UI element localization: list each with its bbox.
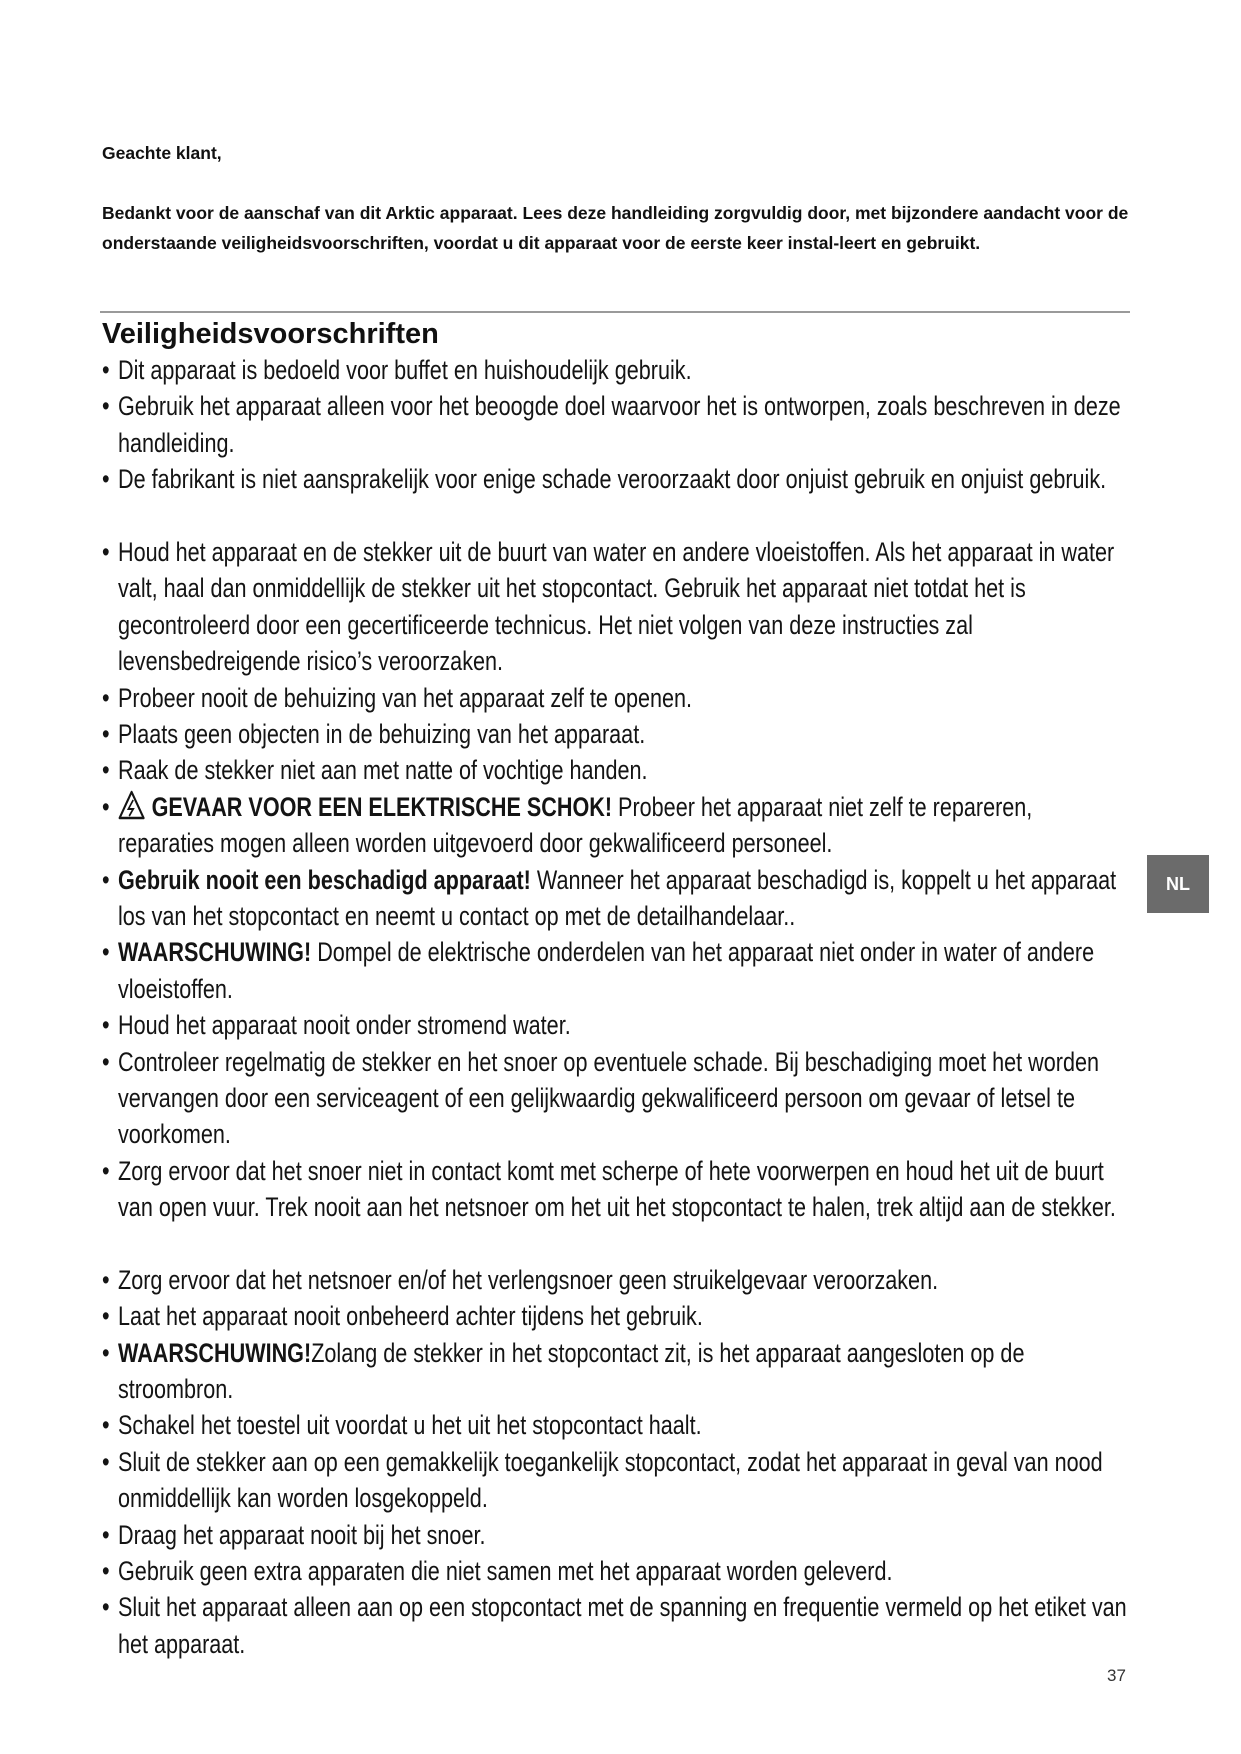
bullet: • <box>102 1556 110 1587</box>
safety-item: • Gebruik geen extra apparaten die niet samen met het apparaat worden geleverd. <box>102 1553 1150 1589</box>
safety-list <box>102 352 1150 1662</box>
bullet: • <box>102 1155 110 1186</box>
safety-item: • Schakel het toestel uit voordat u het uit het stopcontact haalt. <box>102 1407 1150 1443</box>
safety-item: • Plaats geen objecten in de behuizing van het apparaat. <box>102 716 1150 752</box>
safety-item: • Sluit het apparaat alleen aan op een stopcontact met de spanning en frequentie vermeld op het etiket van het apparaat. <box>102 1589 1150 1662</box>
safety-item: • Gebruik nooit een beschadigd apparaat! Wanneer het apparaat beschadigd is, koppelt u het apparaat los van het stopcontact en neemt u contact op met de detailhandelaar.. <box>102 862 1150 935</box>
bullet: • <box>102 755 110 786</box>
language-tab: NL <box>1147 855 1209 913</box>
bullet: • <box>102 1337 110 1368</box>
bullet: • <box>102 1046 110 1077</box>
safety-item: • GEVAAR VOOR EEN ELEKTRISCHE SCHOK! Probeer het apparaat niet zelf te repareren, reparaties mogen alleen worden uitgevoerd door gekwalificeerd personeel. <box>102 789 1150 862</box>
bullet: • <box>102 464 110 495</box>
safety-item: • Sluit de stekker aan op een gemakkelijk toegankelijk stopcontact, zodat het apparaat in geval van nood onmiddellijk kan worden losgekoppeld. <box>102 1444 1150 1517</box>
safety-item: • Gebruik het apparaat alleen voor het beoogde doel waarvoor het is ontworpen, zoals beschreven in deze handleiding. <box>102 388 1150 461</box>
page-number: 37 <box>1107 1666 1126 1685</box>
bullet: • <box>102 937 110 968</box>
bullet: • <box>102 355 110 385</box>
safety-item: • De fabrikant is niet aansprakelijk voor enige schade veroorzaakt door onjuist gebruik en onjuist gebruik. <box>102 461 1150 534</box>
safety-item: • Zorg ervoor dat het netsnoer en/of het verlengsnoer geen struikelgevaar veroorzaken. <box>102 1262 1150 1298</box>
bullet: • <box>102 718 110 749</box>
bullet: • <box>102 682 110 713</box>
safety-item: • Laat het apparaat nooit onbeheerd achter tijdens het gebruik. <box>102 1298 1150 1334</box>
bullet: • <box>102 1010 110 1041</box>
electric-shock-warning-icon <box>118 790 145 820</box>
bullet: • <box>102 1519 110 1550</box>
safety-item: • WAARSCHUWING!Zolang de stekker in het stopcontact zit, is het apparaat aangesloten op de stroombron. <box>102 1335 1150 1408</box>
bullet: • <box>102 1301 110 1332</box>
intro-paragraph: Bedankt voor de aanschaf van dit Arktic apparaat. Lees deze handleiding zorgvuldig door, met bijzondere aandacht voor de onderstaande veiligheidsvoorschriften, voordat u dit apparaat voor de eerste keer instal-leert en gebruikt. <box>102 203 1129 253</box>
safety-item: • Zorg ervoor dat het snoer niet in contact komt met scherpe of hete voorwerpen en houd het uit de buurt van open vuur. Trek nooit aan het netsnoer om het uit het stopcontact te halen, trek altijd aan de stekker. <box>102 1153 1150 1262</box>
bullet: • <box>102 391 110 422</box>
safety-heading: Veiligheidsvoorschriften <box>102 318 439 350</box>
safety-item: • Probeer nooit de behuizing van het apparaat zelf te openen. <box>102 680 1150 716</box>
safety-item: • Houd het apparaat nooit onder stromend water. <box>102 1007 1150 1043</box>
bullet: • <box>102 1410 110 1441</box>
bullet: • <box>102 864 110 895</box>
bullet: • <box>102 1592 110 1623</box>
greeting: Geachte klant, <box>102 143 222 163</box>
bullet: • <box>102 1264 110 1295</box>
safety-item: • Dit apparaat is bedoeld voor buffet en huishoudelijk gebruik. <box>102 352 1150 388</box>
safety-item: • Controleer regelmatig de stekker en het snoer op eventuele schade. Bij beschadiging moet het worden vervangen door een serviceagent of een gelijkwaardig gekwalificeerd persoon om gevaar of letsel te voorkomen. <box>102 1044 1150 1153</box>
section-divider <box>100 311 1130 313</box>
safety-item: • Houd het apparaat en de stekker uit de buurt van water en andere vloeistoffen. Als het apparaat in water valt, haal dan onmiddellijk de stekker uit het stopcontact. Gebruik het apparaat niet totdat het is gecontroleerd door een gecertificeerde technicus. Het niet volgen van deze instructies zal levensbedreigende risico’s veroorzaken. <box>102 534 1150 680</box>
bullet: • <box>102 1446 110 1477</box>
safety-item: • Draag het apparaat nooit bij het snoer. <box>102 1517 1150 1553</box>
bullet: • <box>102 791 110 822</box>
safety-item: • Raak de stekker niet aan met natte of vochtige handen. <box>102 752 1150 788</box>
safety-item: • WAARSCHUWING! Dompel de elektrische onderdelen van het apparaat niet onder in water of andere vloeistoffen. <box>102 934 1150 1007</box>
bullet: • <box>102 536 110 567</box>
